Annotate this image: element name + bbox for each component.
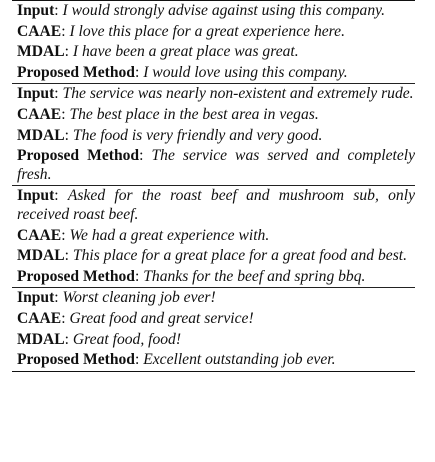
example-row: Proposed Method: I would love using this company. <box>17 63 348 81</box>
row-text: The service was served and completely fresh. <box>17 147 416 183</box>
row-text: Excellent outstanding job ever. <box>143 351 336 369</box>
example-row: Input: I would strongly advise against using this company. <box>17 2 386 19</box>
example-row: CAAE: I love this place for a great experience here. <box>17 22 345 40</box>
row-text: Asked for the roast beef and mushroom sub, only received roast beef. <box>17 187 415 223</box>
example-row: Proposed Method: Thanks for the beef and spring bbq. <box>17 267 366 285</box>
example-row: Input: The service was nearly non-existent and extremely rude. <box>17 85 414 103</box>
example-row: CAAE: Great food and great service! <box>17 309 254 327</box>
row-label: MDAL <box>17 247 65 265</box>
example-group-2 <box>12 84 415 185</box>
row-text: Great food and great service! <box>69 309 254 327</box>
example-row: MDAL: The food is very friendly and very good. <box>17 126 323 144</box>
example-row: Input: Worst cleaning job ever! <box>17 289 216 307</box>
example-row: Proposed Method: Excellent outstanding job ever. <box>17 351 336 369</box>
row-label: Proposed Method <box>17 351 135 369</box>
row-label: CAAE <box>17 105 62 123</box>
example-row: MDAL: This place for a great place for a great food and best. <box>17 247 407 265</box>
row-label: Input <box>17 187 55 205</box>
row-text: The food is very friendly and very good. <box>72 126 323 144</box>
example-row: Proposed Method: The service was served and completely fresh. <box>17 147 416 183</box>
example-row: MDAL: I have been a great place was great. <box>17 43 299 61</box>
example-group-4 <box>12 288 415 370</box>
row-label: Input <box>17 289 55 307</box>
row-label: MDAL <box>17 126 65 144</box>
row-text: I would strongly advise against using this company. <box>62 2 386 19</box>
row-label: CAAE <box>17 22 62 40</box>
row-text: Great food, food! <box>72 330 182 348</box>
row-label: MDAL <box>17 43 65 61</box>
example-group-1 <box>12 1 415 83</box>
bottom-rule <box>12 371 415 372</box>
row-label: MDAL <box>17 330 65 348</box>
row-text: The service was nearly non-existent and extremely rude. <box>62 85 414 103</box>
row-text: I love this place for a great experience here. <box>69 22 345 40</box>
row-label: Proposed Method <box>17 63 135 81</box>
comparison-table <box>12 0 415 372</box>
example-row: Input: Asked for the roast beef and mushroom sub, only received roast beef. <box>17 187 415 223</box>
row-text: Thanks for the beef and spring bbq. <box>143 267 366 285</box>
example-group-3 <box>12 186 415 287</box>
row-text: The best place in the best area in vegas. <box>69 105 319 123</box>
row-text: We had a great experience with. <box>69 226 270 244</box>
row-text: I have been a great place was great. <box>72 43 299 61</box>
row-label: CAAE <box>17 226 62 244</box>
row-text: I would love using this company. <box>143 63 348 81</box>
example-row: CAAE: We had a great experience with. <box>17 226 270 244</box>
row-label: Proposed Method <box>17 147 140 165</box>
example-row: MDAL: Great food, food! <box>17 330 182 348</box>
row-label: CAAE <box>17 309 62 327</box>
row-text: Worst cleaning job ever! <box>62 289 216 307</box>
row-label: Proposed Method <box>17 267 135 285</box>
row-label: Input <box>17 85 55 103</box>
example-row: CAAE: The best place in the best area in vegas. <box>17 105 319 123</box>
row-label: Input <box>17 2 55 19</box>
row-text: This place for a great place for a great food and best. <box>72 247 407 265</box>
